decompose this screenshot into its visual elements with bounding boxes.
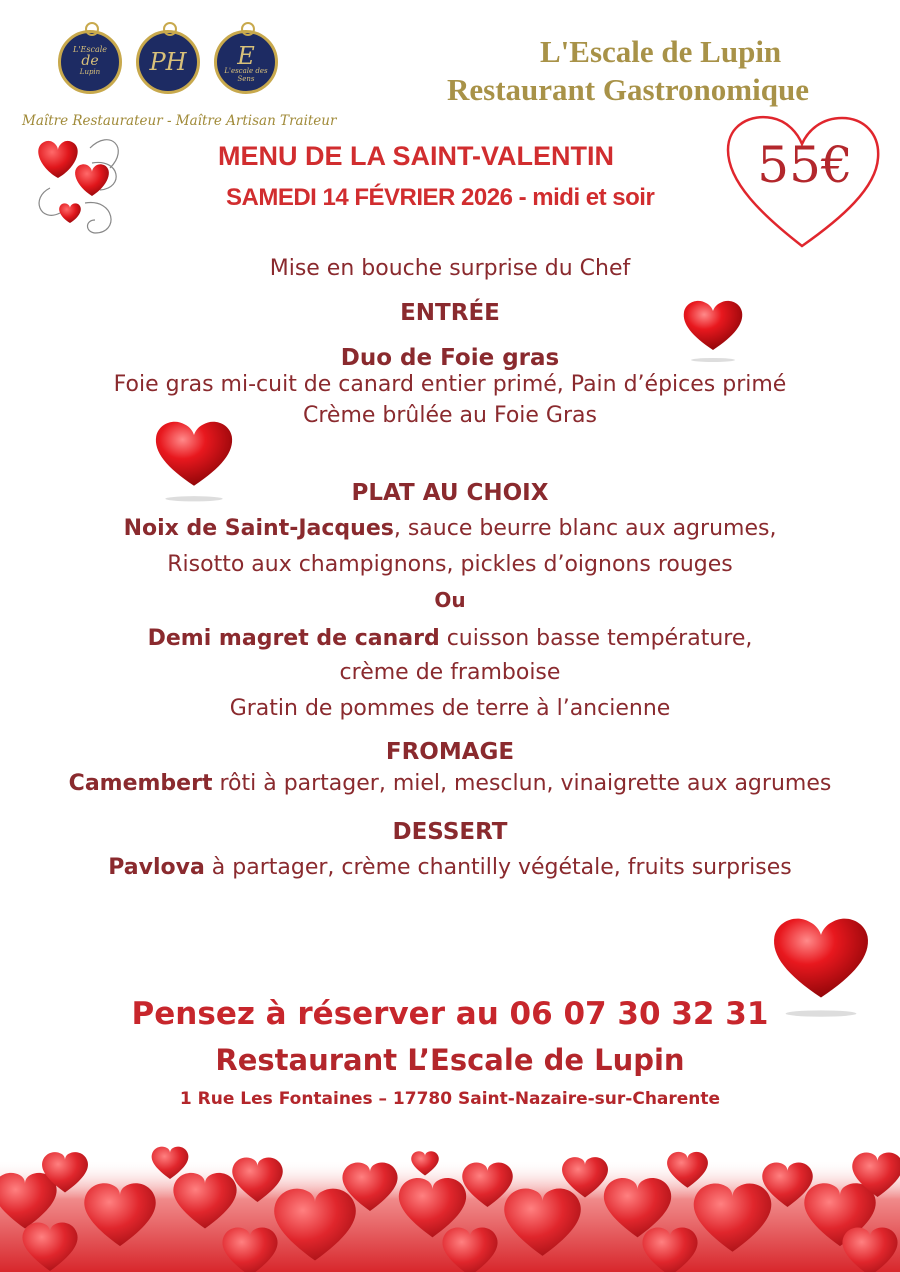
logo-group — [58, 30, 288, 100]
plat-line: Risotto aux champignons, pickles d’oignons rouges — [167, 552, 733, 577]
ph-logo: PH — [136, 30, 200, 94]
plat-option-1 — [0, 516, 900, 541]
address: 1 Rue Les Fontaines – 17780 Saint-Nazaire-sur-Charente — [179, 1089, 721, 1109]
tagline: Maître Restaurateur - Maître Artisan Traiteur — [22, 113, 337, 129]
heart-icon — [38, 141, 77, 178]
logo-ring-icon — [241, 22, 255, 36]
heart-icon — [680, 298, 746, 364]
dessert-line — [0, 855, 900, 880]
dish-name: Camembert — [68, 771, 213, 796]
fromage-heading: FROMAGE — [385, 739, 515, 765]
plat-line: crème de framboise — [339, 660, 561, 685]
escale-logo: L'Escale de Lupin — [58, 30, 122, 94]
heart-icon — [150, 418, 238, 504]
fromage-line — [0, 771, 900, 796]
hearts-border-decoration — [0, 1130, 900, 1272]
plat-heading: PLAT AU CHOIX — [351, 480, 549, 506]
heart-icon — [75, 164, 109, 196]
entree-heading: ENTRÉE — [400, 300, 500, 326]
heart-icon — [59, 203, 81, 223]
price: 55€ — [757, 136, 853, 194]
logo-ring-icon — [85, 22, 99, 36]
menu-title: MENU DE LA SAINT-VALENTIN — [218, 141, 614, 171]
plat-line: Gratin de pommes de terre à l’ancienne — [229, 696, 671, 721]
dish-description: rôti à partager, miel, mesclun, vinaigrette aux agrumes — [212, 771, 832, 796]
restaurant-type: Restaurant Gastronomique — [447, 72, 809, 107]
logo-ring-icon — [163, 22, 177, 36]
heart-swirl-decoration — [30, 128, 130, 240]
dessert-heading: DESSERT — [392, 819, 508, 845]
plat-option-2 — [0, 626, 900, 651]
dish-name: Noix de Saint-Jacques — [123, 516, 394, 541]
footer-restaurant-name: Restaurant L’Escale de Lupin — [215, 1043, 685, 1077]
entree-line: Foie gras mi-cuit de canard entier primé, Pain d’épices primé — [113, 372, 787, 397]
or-separator: Ou — [434, 588, 466, 612]
dish-description: à partager, crème chantilly végétale, fruits surprises — [204, 855, 792, 880]
reservation-phone: Pensez à réserver au 06 07 30 32 31 — [131, 996, 769, 1032]
menu-date: SAMEDI 14 FÉVRIER 2026 - midi et soir — [226, 184, 655, 211]
entree-name: Duo de Foie gras — [340, 345, 560, 371]
dish-description: cuisson basse température, — [439, 626, 753, 651]
entree-line: Crème brûlée au Foie Gras — [303, 403, 597, 428]
amuse-bouche: Mise en bouche surprise du Chef — [269, 256, 631, 281]
dish-name: Pavlova — [108, 855, 205, 880]
dish-name: Demi magret de canard — [147, 626, 440, 651]
restaurant-name: L'Escale de Lupin — [540, 34, 782, 69]
dish-description: , sauce beurre blanc aux agrumes, — [393, 516, 777, 541]
escale-des-sens-logo: E L'escale des Sens — [214, 30, 278, 94]
